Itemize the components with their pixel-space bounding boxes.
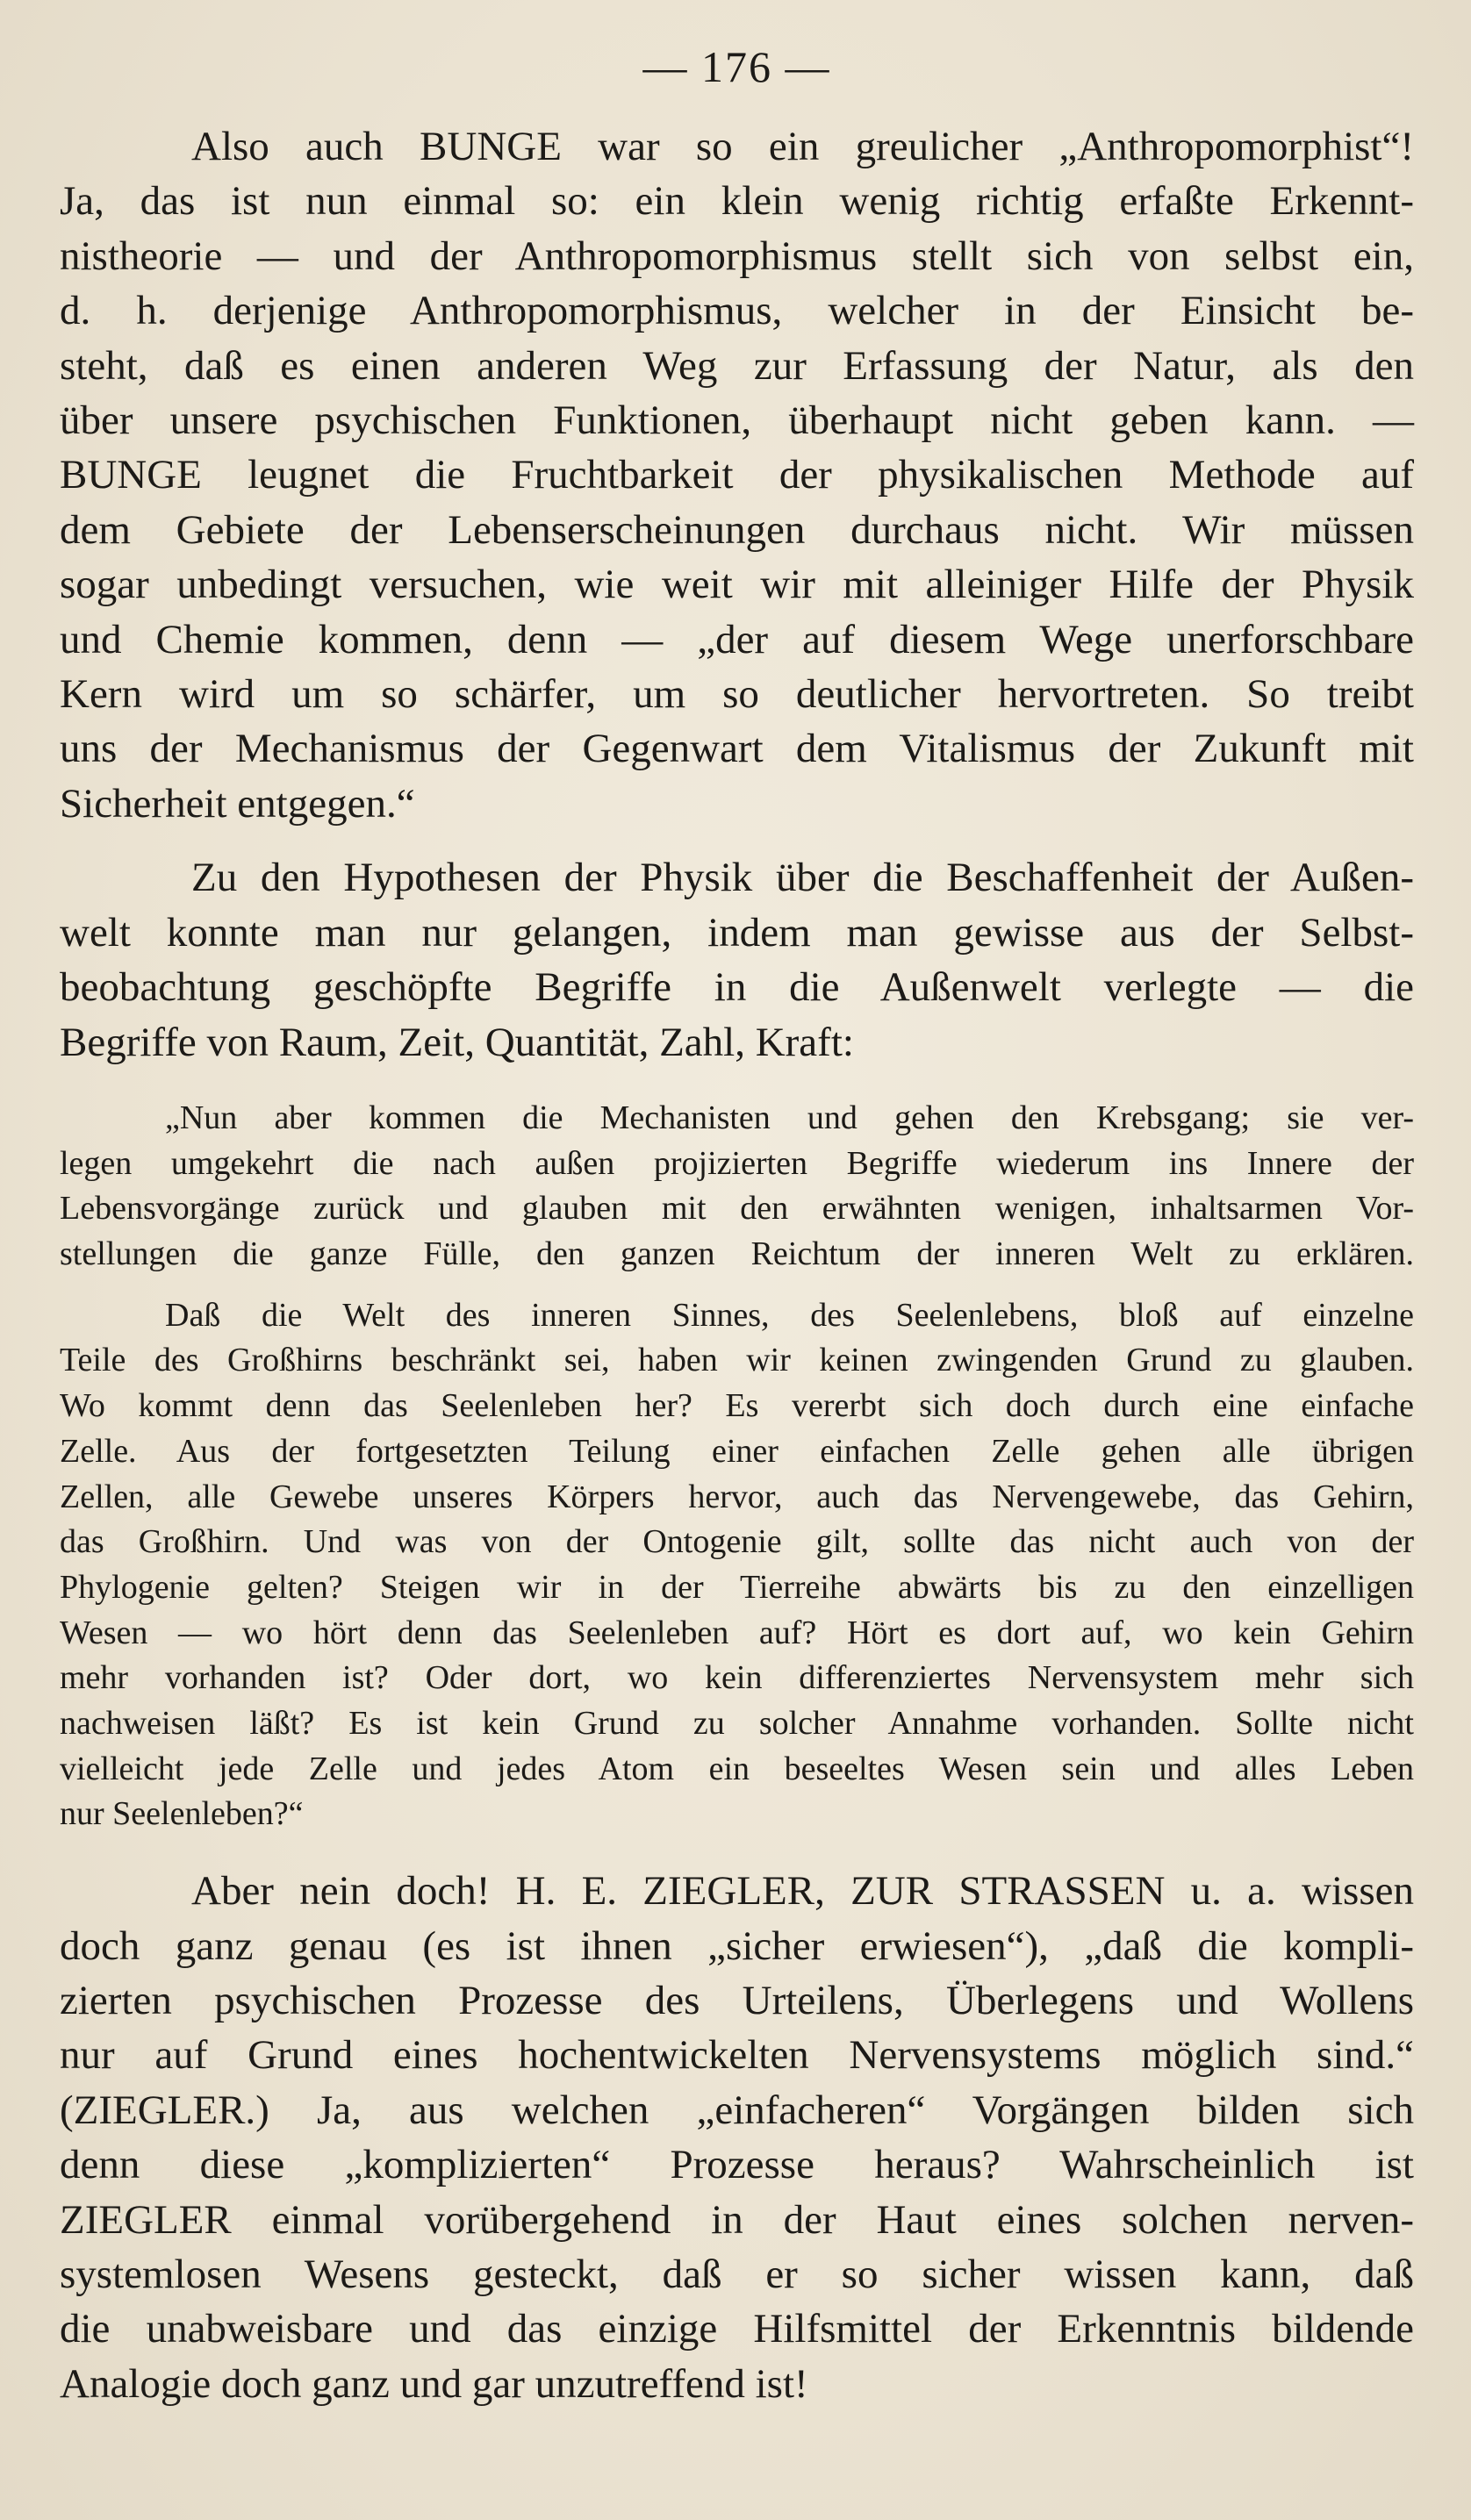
text-line: und Chemie kommen, denn — „der auf diesem Wege unerforschbare <box>60 616 1414 662</box>
quote-line: legen umgekehrt die nach außen projizierten Begriffe wiederum ins Innere der <box>60 1144 1414 1182</box>
quote-paragraph-1 <box>60 1096 1414 1278</box>
quote-line: Wo kommt denn das Seelenleben her? Es vererbt sich doch durch eine einfache <box>60 1387 1414 1425</box>
text-line: Kern wird um so schärfer, um so deutlicher hervortreten. So treibt <box>60 671 1414 718</box>
text-line: dem Gebiete der Lebenserscheinungen durchaus nicht. Wir müssen <box>60 506 1414 553</box>
paragraph-1 <box>60 119 1414 831</box>
quote-line: Daß die Welt des inneren Sinnes, des Seelenlebens, bloß auf einzelne <box>165 1296 1414 1334</box>
page-number: — 176 — <box>642 42 831 91</box>
quote-line: Teile des Großhirns beschränkt sei, haben wir keinen zwingenden Grund zu glauben. <box>60 1342 1414 1379</box>
quote-paragraph-2 <box>60 1293 1414 1837</box>
quote-line: „Nun aber kommen die Mechanisten und gehen den Krebsgang; sie ver- <box>165 1099 1414 1136</box>
text-line: zierten psychischen Prozesse des Urteilens, Überlegens und Wollens <box>60 1977 1414 2023</box>
text-line: uns der Mechanismus der Gegenwart dem Vitalismus der Zukunft mit <box>60 726 1414 772</box>
text-line: Zu den Hypothesen der Physik über die Beschaffenheit der Außen- <box>191 855 1414 901</box>
text-line: doch ganz genau (es ist ihnen „sicher erwiesen“), „daß die kompli- <box>60 1922 1414 1969</box>
quote-line: das Großhirn. Und was von der Ontogenie gilt, sollte das nicht auch von der <box>60 1523 1414 1561</box>
text-line: nur auf Grund eines hochentwickelten Nervensystems möglich sind.“ <box>60 2032 1414 2079</box>
text-line: nistheorie — und der Anthropomorphismus stellt sich von selbst ein, <box>60 233 1414 279</box>
text-line: Analogie doch ganz und gar unzutreffend ist! <box>60 2360 808 2407</box>
text-line: (ZIEGLER.) Ja, aus welchen „einfacheren“ Vorgängen bilden sich <box>60 2087 1414 2133</box>
text-line: die unabweisbare und das einzige Hilfsmittel der Erkenntnis bildende <box>60 2306 1414 2352</box>
quote-line: Zelle. Aus der fortgesetzten Teilung einer einfachen Zelle gehen alle übrigen <box>60 1432 1414 1470</box>
quote-line: vielleicht jede Zelle und jedes Atom ein beseeltes Wesen sein und alles Leben <box>60 1750 1414 1787</box>
quote-line: stellungen die ganze Fülle, den ganzen Reichtum der inneren Welt zu erklären. <box>60 1235 1414 1273</box>
text-line: Also auch BUNGE war so ein greulicher „Anthropomorphist“! <box>191 124 1414 169</box>
text-line: steht, daß es einen anderen Weg zur Erfassung der Natur, als den <box>60 342 1414 389</box>
text-line: Sicherheit entgegen.“ <box>60 780 415 827</box>
text-line: Aber nein doch! H. E. ZIEGLER, ZUR STRASSEN u. a. wissen <box>191 1868 1414 1915</box>
text-line: sogar unbedingt versuchen, wie weit wir mit alleiniger Hilfe der Physik <box>60 562 1414 608</box>
text-line: Begriffe von Raum, Zeit, Quantität, Zahl, Kraft: <box>60 1019 854 1065</box>
quote-line: nur Seelenleben?“ <box>60 1795 304 1833</box>
text-line: welt konnte man nur gelangen, indem man gewisse aus der Selbst- <box>60 909 1414 956</box>
text-line: über unsere psychischen Funktionen, überhaupt nicht geben kann. — <box>60 397 1414 444</box>
text-line: beobachtung geschöpfte Begriffe in die Außenwelt verlegte — die <box>60 964 1414 1011</box>
quote-line: mehr vorhanden ist? Oder dort, wo kein differenziertes Nervensystem mehr sich <box>60 1659 1414 1697</box>
text-line: d. h. derjenige Anthropomorphismus, welcher in der Einsicht be- <box>60 288 1414 334</box>
text-line: systemlosen Wesens gesteckt, daß er so sicher wissen kann, daß <box>60 2252 1414 2297</box>
text-line: Ja, das ist nun einmal so: ein klein wenig richtig erfaßte Erkennt- <box>60 178 1414 225</box>
paragraph-3 <box>60 1864 1414 2411</box>
quote-line: Wesen — wo hört denn das Seelenleben auf? Hört es dort auf, wo kein Gehirn <box>60 1614 1414 1651</box>
quote-line: nachweisen läßt? Es ist kein Grund zu solcher Annahme vorhanden. Sollte nicht <box>60 1705 1414 1743</box>
text-line: ZIEGLER einmal vorübergehend in der Haut eines solchen nerven- <box>60 2196 1414 2243</box>
text-line: BUNGE leugnet die Fruchtbarkeit der physikalischen Methode auf <box>60 452 1414 498</box>
quote-line: Phylogenie gelten? Steigen wir in der Tierreihe abwärts bis zu den einzelligen <box>60 1568 1414 1606</box>
paragraph-2 <box>60 850 1414 1070</box>
text-line: denn diese „komplizierten“ Prozesse heraus? Wahrscheinlich ist <box>60 2142 1414 2188</box>
quote-line: Lebensvorgänge zurück und glauben mit den erwähnten wenigen, inhaltsarmen Vor- <box>60 1190 1414 1228</box>
block-quote <box>60 1096 1414 1837</box>
quote-line: Zellen, alle Gewebe unseres Körpers hervor, auch das Nervengewebe, das Gehirn, <box>60 1478 1414 1515</box>
